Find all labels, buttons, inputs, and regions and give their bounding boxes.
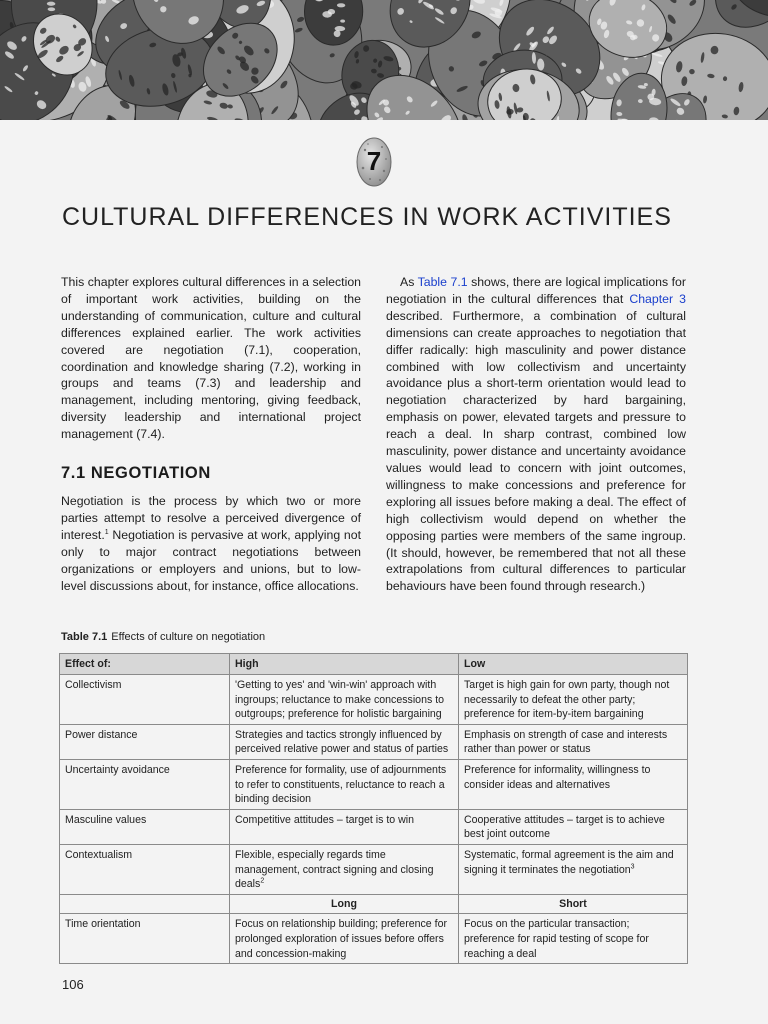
footnote-2-link[interactable]: 2 [260, 877, 265, 885]
table-caption-text: Effects of culture on negotiation [111, 631, 266, 643]
chapter-number: 7 [366, 146, 382, 176]
right-text-1: As [400, 275, 418, 289]
chapter-number-badge [356, 135, 392, 187]
right-paragraph [386, 274, 686, 595]
table-row [60, 844, 688, 894]
high-cell: 'Getting to yes' and 'win-win' approach with ingroups; reluctance to make concessions to outgroups; preference for holistic bargaining [230, 675, 459, 725]
right-text-3: described. Furthermore, a combination of cultural dimensions can create approaches to negotiation that differ radically: high masculinity and power distance combined with low collectivism and uncertainty avoidance plus a short-term orientation would lead to negotiation characterized by hard bargaining, emphasis on power, elevated targets and pressure to reach a deal. In sharp contrast, combined low masculinity, power distance and uncertainty avoidance values would lead to concern with joint outcomes, willingness to make concessions and preference for exploring all issues before making a deal. The effect of high collectivism would depend on whether the opposing parties were members of the same ingroup. (It should, however, be remembered that not all these extrapolations from cultural differences to particular behaviours have been found through research.) [386, 308, 686, 594]
row-label: Power distance [60, 724, 230, 759]
header-high: High [230, 654, 459, 675]
negotiation-text-end: Negotiation is pervasive at work, applying not only to major contract negotiations between organizations or employers and unions, but to low-level discussions about, for instance, office allocations. [61, 527, 361, 593]
intro-column [61, 274, 361, 443]
long-cell: Focus on relationship building; preference for prolonged exploration of issues before offers and concession-making [230, 914, 459, 964]
chapter-title: CULTURAL DIFFERENCES IN WORK ACTIVITIES [62, 203, 672, 231]
table-row [60, 724, 688, 759]
chapter-banner-image [0, 0, 768, 120]
low-cell: Target is high gain for own party, though not necessarily to defeat the other party; preference for item-by-item bargaining [459, 675, 688, 725]
negotiation-column [61, 493, 361, 594]
low-cell: Emphasis on strength of case and interests rather than power or status [459, 724, 688, 759]
negotiation-text-start: Negotiation is the process by which two or more parties attempt to resolve a perceived divergence of interest. [61, 494, 361, 542]
table-row [60, 914, 688, 964]
short-cell: Focus on the particular transaction; preference for rapid testing of scope for reaching a deal [459, 914, 688, 964]
right-column [386, 274, 686, 595]
section-heading: 7.1 NEGOTIATION [61, 464, 211, 482]
intro-paragraph: This chapter explores cultural differences in a selection of important work activities, building on the understanding of communication, culture and cultural differences explained earlier. The work activities covered are negotiation (7.1), cooperation, coordination and knowledge sharing (7.2), working in groups and teams (7.3) and leadership and management, including mentoring, giving feedback, diversity leadership and international project management (7.4). [61, 275, 361, 442]
header-low: Low [459, 654, 688, 675]
table-row [60, 809, 688, 844]
table-label: Table 7.1 [61, 631, 108, 643]
footnote-3-link[interactable]: 3 [630, 863, 635, 870]
high-cell [230, 844, 459, 894]
table-row [60, 675, 688, 725]
high-cell: Competitive attitudes – target is to win [230, 809, 459, 844]
header-effect-of: Effect of: [60, 654, 230, 675]
high-cell-text: Flexible, especially regards time management, contract signing and closing deals [235, 848, 434, 891]
table-7-1-link[interactable]: Table 7.1 [417, 275, 468, 289]
low-cell [459, 844, 688, 894]
negotiation-paragraph [61, 493, 361, 594]
high-cell: Preference for formality, use of adjournments to refer to constituents, reluctance to reach a binding decision [230, 759, 459, 809]
low-cell: Preference for informality, willingness to consider ideas and alternatives [459, 759, 688, 809]
page-number: 106 [62, 977, 84, 992]
right-text-2: shows, there are logical implications for negotiation in the cultural differences that [386, 275, 686, 306]
row-label: Time orientation [60, 914, 230, 964]
footnote-1-link[interactable]: 1 [104, 528, 109, 536]
low-cell-text: Systematic, formal agreement is the aim and signing it terminates the negotiation [464, 848, 674, 876]
high-cell: Strategies and tactics strongly influenced by perceived relative power and status of parties [230, 724, 459, 759]
table-subheader-row [60, 894, 688, 914]
low-cell: Cooperative attitudes – target is to achieve best joint outcome [459, 809, 688, 844]
subheader-blank [60, 894, 230, 914]
table-row [60, 759, 688, 809]
chapter-3-link[interactable]: Chapter 3 [629, 291, 686, 306]
subheader-long: Long [230, 894, 459, 914]
negotiation-table [59, 653, 688, 964]
row-label: Uncertainty avoidance [60, 759, 230, 809]
table-caption [61, 631, 265, 643]
row-label: Masculine values [60, 809, 230, 844]
table-header-row [60, 654, 688, 675]
row-label: Collectivism [60, 675, 230, 725]
subheader-short: Short [459, 894, 688, 914]
row-label: Contextualism [60, 844, 230, 894]
